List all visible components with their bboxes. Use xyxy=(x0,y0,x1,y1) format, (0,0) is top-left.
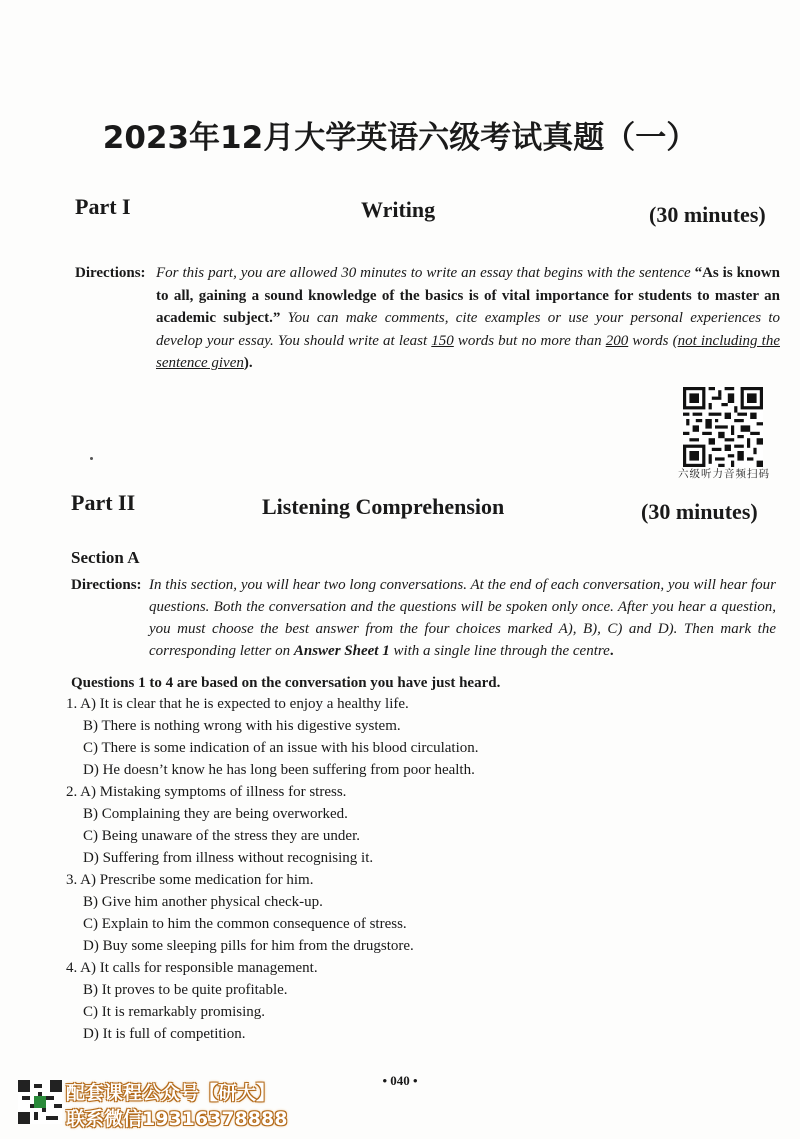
page-title: 2023年12月大学英语六级考试真题（一） xyxy=(102,120,698,156)
part1-name: Writing xyxy=(361,197,436,222)
option-d: D) Buy some sleeping pills for him from the drugstore. xyxy=(83,938,414,954)
promo-banner[interactable] xyxy=(18,1078,318,1130)
prompt-sentence: “As is known to all, gaining a sound knowledge of the basics is of vital importance for students to master an academic subject.” xyxy=(156,265,780,327)
option-c: C) It is remarkably promising. xyxy=(83,1004,266,1020)
dir-text: In this section, you will hear two long conversations. At the end of each conversation, you will hear four questions. Both the conversation and the questions will be spoken only once. After you hear a question, you must choose the best answer from the four choices marked A), B), C) and D). Then mark the corresponding letter on xyxy=(149,577,776,659)
page-number: • 040 • xyxy=(382,1073,418,1088)
qr-code-icon[interactable] xyxy=(683,387,763,467)
option-b: B) There is nothing wrong with his digestive system. xyxy=(83,718,401,734)
option-a: 3. A) Prescribe some medication for him. xyxy=(66,872,314,888)
promo-line-2: 联系微信19316378888 xyxy=(66,1108,288,1130)
dir-text: For this part, you are allowed 30 minutes to write an essay that begins with the sentence xyxy=(156,265,695,281)
part1-directions-text xyxy=(156,262,780,375)
part2-directions-text xyxy=(149,574,776,662)
directions-label: Directions: xyxy=(75,265,146,281)
option-c: C) Explain to him the common consequence of stress. xyxy=(83,916,407,932)
option-c: C) There is some indication of an issue with his blood circulation. xyxy=(83,740,479,756)
questions-heading: Questions 1 to 4 are based on the conversation you have just heard. xyxy=(71,675,501,691)
question-2 xyxy=(66,781,766,869)
option-a: 4. A) It calls for responsible management. xyxy=(66,960,318,976)
promo-qr-icon xyxy=(18,1080,62,1124)
dir-text: You can make comments, cite examples or use your personal experiences to develop your essay. You should write at least xyxy=(156,310,780,349)
promo-line-1: 配套课程公众号【研大】 xyxy=(66,1082,276,1104)
part2-label: Part II xyxy=(71,490,136,515)
option-a: 1. A) It is clear that he is expected to enjoy a healthy life. xyxy=(66,696,409,712)
dir-text: words but no more than xyxy=(453,332,606,349)
part1-time: (30 minutes) xyxy=(649,202,766,227)
part2-name: Listening Comprehension xyxy=(262,494,505,519)
question-1 xyxy=(66,693,766,781)
question-4 xyxy=(66,957,766,1045)
max-words: 200 xyxy=(605,332,629,349)
qr-caption: 六级听力音频扫码 xyxy=(678,468,770,480)
dir-text: . xyxy=(609,643,614,659)
option-b: B) It proves to be quite profitable. xyxy=(83,982,288,998)
dir-text: ). xyxy=(243,355,253,372)
question-list xyxy=(66,693,766,1045)
option-d: D) Suffering from illness without recognising it. xyxy=(83,850,374,866)
answer-sheet-label: Answer Sheet 1 xyxy=(293,643,390,659)
dir-text: with a single line through the centre xyxy=(389,643,610,659)
min-words: 150 xyxy=(431,332,454,349)
question-3 xyxy=(66,869,766,957)
section-heading: Section A xyxy=(71,548,140,567)
option-b: B) Give him another physical check-up. xyxy=(83,894,323,910)
speck xyxy=(90,457,93,460)
note-text: not including the sentence given xyxy=(156,332,780,372)
option-c: C) Being unaware of the stress they are under. xyxy=(83,828,360,844)
part1-label: Part I xyxy=(75,194,131,219)
option-d: D) It is full of competition. xyxy=(83,1026,246,1042)
directions-label: Directions: xyxy=(71,577,142,593)
option-d: D) He doesn’t know he has long been suffering from poor health. xyxy=(83,762,475,778)
option-b: B) Complaining they are being overworked. xyxy=(83,806,348,822)
option-a: 2. A) Mistaking symptoms of illness for stress. xyxy=(66,784,347,800)
dir-text: words ( xyxy=(628,332,678,349)
part2-time: (30 minutes) xyxy=(641,499,758,524)
